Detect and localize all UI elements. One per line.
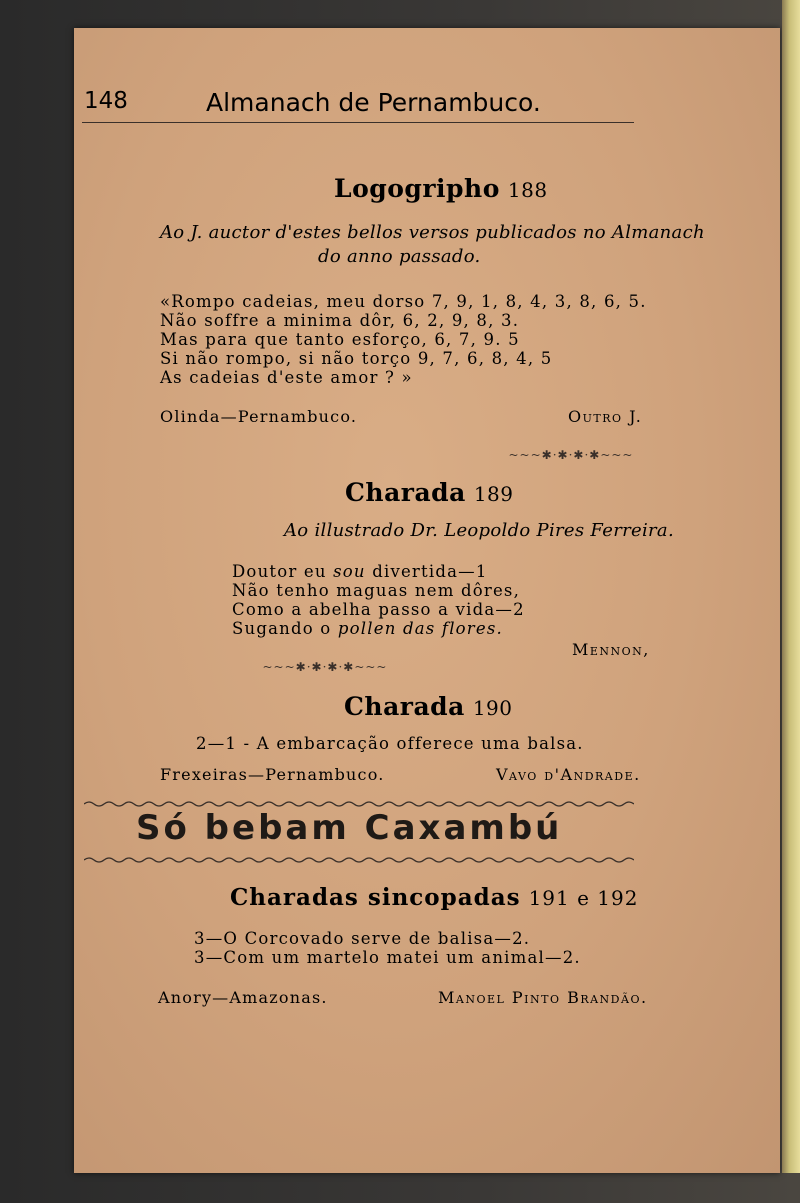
wavy-rule-bottom [84, 856, 634, 864]
charada-190-heading [344, 692, 513, 721]
header-rule [82, 122, 634, 123]
charadas-191-line: 3—Com um martelo matei um animal—2. [194, 948, 581, 967]
charadas-191-numbers: 191 e 192 [528, 886, 639, 910]
ornament-divider: ~~~✱·✱·✱·✱~~~ [508, 448, 634, 462]
logogripho-dedication-line-2: do anno passado. [318, 246, 481, 267]
charada-189-verse: Não tenho maguas nem dôres, [232, 581, 521, 600]
book-spine [782, 0, 800, 1173]
logogripho-verse: Não soffre a minima dôr, 6, 2, 9, 8, 3. [160, 311, 520, 330]
charada-189-dedication: Ao illustrado Dr. Leopoldo Pires Ferreira. [284, 520, 674, 541]
logogripho-verse: As cadeias d'este amor ? » [160, 368, 413, 387]
advert-text: Só bebam Caxambú [136, 808, 563, 848]
charada-189-verse: Como a abelha passo a vida—2 [232, 600, 525, 619]
logogripho-author: Outro J. [568, 407, 643, 426]
logogripho-title: Logogripho [334, 174, 500, 203]
charada-189-title: Charada [345, 478, 466, 507]
charada-189-verse: Doutor eu sou divertida—1 [232, 562, 488, 581]
charada-190-place: Frexeiras—Pernambuco. [160, 765, 385, 784]
charada-189-author: Mennon, [572, 640, 650, 659]
charada-190-title: Charada [344, 692, 465, 721]
charada-189-number: 189 [473, 482, 514, 506]
charadas-191-line: 3—O Corcovado serve de balisa—2. [194, 929, 531, 948]
ornament-divider: ~~~✱·✱·✱·✱~~~ [262, 660, 388, 674]
charadas-191-place: Anory—Amazonas. [158, 988, 328, 1007]
logogripho-verse: Mas para que tanto esforço, 6, 7, 9. 5 [160, 330, 520, 349]
charadas-191-author: Manoel Pinto Brandão. [438, 988, 648, 1007]
charadas-191-title: Charadas sincopadas [230, 884, 521, 911]
logogripho-number: 188 [507, 178, 548, 202]
logogripho-dedication-line-1: Ao J. auctor d'estes bellos versos publicados no Almanach [160, 222, 705, 243]
charada-189-verse: Sugando o pollen das flores. [232, 619, 503, 638]
logogripho-place: Olinda—Pernambuco. [160, 407, 358, 426]
charada-190-number: 190 [472, 696, 513, 720]
charada-190-line: 2—1 - A embarcação offerece uma balsa. [196, 734, 584, 753]
charadas-191-heading [230, 884, 638, 911]
logogripho-verse: «Rompo cadeias, meu dorso 7, 9, 1, 8, 4, 3, 8, 6, 5. [160, 292, 647, 311]
logogripho-verse: Si não rompo, si não torço 9, 7, 6, 8, 4, 5 [160, 349, 553, 368]
page-number: 148 [84, 88, 128, 114]
charada-190-author: Vavo d'Andrade. [496, 765, 641, 784]
charada-189-heading [345, 478, 514, 507]
logogripho-heading [334, 174, 548, 203]
wavy-rule-top [84, 800, 634, 808]
running-title: Almanach de Pernambuco. [206, 88, 541, 117]
